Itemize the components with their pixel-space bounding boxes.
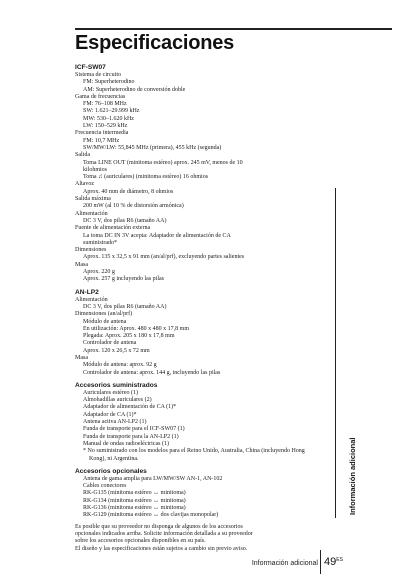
spec-label: Salida máxima <box>75 196 111 203</box>
spec-value: Funda de transporte para el ICF-SW07 (1) <box>83 426 185 433</box>
spec-value: 200 mW (al 10 % de distorsión armónica) <box>83 203 184 210</box>
side-tab-rule <box>335 188 336 518</box>
side-tab-label: Información adicional <box>348 437 357 515</box>
spec-value: Aprox. 120 x 26,5 x 72 mm <box>83 347 150 354</box>
spec-value: FM: 76–108 MHz <box>83 101 127 108</box>
footer-divider <box>320 550 321 574</box>
spec-value: Funda de transporte para la AN-LP2 (1) <box>83 433 179 440</box>
title-rule <box>75 28 392 30</box>
spec-value: FM: Superheterodino <box>83 79 135 86</box>
spec-content <box>75 64 320 520</box>
spec-value: FM: 10,7 MHz <box>83 137 120 144</box>
spec-value: RK-G129 (minitoma estéreo ↔ dos clavijas monopolar) <box>83 512 219 519</box>
spec-value: MW: 530–1.620 kHz <box>83 115 134 122</box>
page-number <box>324 556 343 568</box>
spec-value: Módulo de antena <box>83 318 127 325</box>
spec-value: Controlador de antena <box>83 340 137 347</box>
spec-label: Dimensiones <box>75 247 107 254</box>
spec-value: Plegada: Aprox. 205 x 180 x 17,8 mm <box>83 333 175 340</box>
spec-value: Toma LINE OUT (minitoma estéreo) aprox. 245 mV, menos de 10 <box>83 159 243 166</box>
spec-value: En utilización: Aprox. 480 x 480 x 17,8 mm <box>83 325 189 332</box>
spec-value: suministrado* <box>83 239 117 246</box>
page-number-suffix: ES <box>336 557 343 563</box>
spec-value: DC 3 V, dos pilas R6 (tamaño AA) <box>83 303 167 310</box>
spec-value: RK-G135 (minitoma estéreo ↔ minitoma) <box>83 490 186 497</box>
section-heading: Accesorios opcionales <box>75 467 147 475</box>
spec-value: SW/MW/LW: 55,845 MHz (primera), 455 kHz (segunda) <box>83 144 222 151</box>
spec-value: SW: 1.621–29.999 kHz <box>83 108 140 115</box>
spec-value: DC 3 V, dos pilas R6 (tamaño AA) <box>83 217 167 224</box>
spec-value: RK-G136 (minitoma estéreo ↔ minitoma) <box>83 505 186 512</box>
closing-line: opcionales indicados arriba. Solicite información detallada a su proveedor <box>75 530 253 537</box>
spec-label: Masa <box>75 261 88 268</box>
page-title: Especificaciones <box>75 32 235 54</box>
page-number-value: 49 <box>324 556 337 568</box>
spec-value: LW: 150–529 kHz <box>83 123 128 130</box>
spec-value: La toma DC IN 3V acepta: Adaptador de alimentación de CA <box>83 232 231 239</box>
closing-line: sobre los accesorios opcionales disponibles en su país. <box>75 538 206 545</box>
spec-value: Adaptador de CA (1)* <box>83 411 137 418</box>
spec-value: Antena activa AN-LP2 (1) <box>83 419 147 426</box>
spec-value: AM: Superheterodino de conversión doble <box>83 86 186 93</box>
spec-section <box>75 468 320 520</box>
spec-section <box>75 289 320 377</box>
spec-value: Toma ♫ (auriculares) (minitoma estéreo) 16 ohmios <box>83 174 209 181</box>
spec-value: Aprox. 257 g incluyendo las pilas <box>83 276 164 283</box>
closing-notes <box>75 524 325 553</box>
spec-section <box>75 382 320 463</box>
spec-value: Aprox. 40 mm de diámetro, 8 ohmios <box>83 188 174 195</box>
spec-value: Manual de ondas radioeléctricas (1) <box>83 440 169 447</box>
spec-value: Adaptador de alimentación de CA (1)* <box>83 404 177 411</box>
spec-value: Controlador de antena: aprox. 144 g, incluyendo las pilas <box>83 369 221 376</box>
spec-label: Fuente de alimentación externa <box>75 225 151 232</box>
section-heading: Accesorios suministrados <box>75 381 158 389</box>
spec-label: Dimensiones (an/al/prf) <box>75 311 133 318</box>
section-heading: ICF-SW07 <box>75 64 106 71</box>
spec-value: Aprox. 220 g <box>83 269 115 276</box>
spec-label: Gama de frecuencias <box>75 93 126 100</box>
spec-value: Cables conectores <box>83 483 127 490</box>
spec-value: Módulo de antena: aprox. 92 g <box>83 362 157 369</box>
spec-value: RK-G134 (minitoma estéreo ↔ minitoma) <box>83 497 186 504</box>
spec-label: Masa <box>75 354 88 361</box>
footnote: * No suministrado con los modelos para el Reino Unido, Australia, China (incluyendo Hong Kong), ni Argentina. <box>83 448 305 462</box>
footer-label: Información adicional <box>251 560 318 567</box>
spec-value: Antena de gama amplia para LW/MW/SW AN-1, AN-102 <box>83 475 223 482</box>
spec-value: Auriculares estéreo (1) <box>83 389 138 396</box>
section-heading: AN-LP2 <box>75 288 99 296</box>
spec-label: Frecuencia intermedia <box>75 130 129 137</box>
side-tab <box>330 180 390 540</box>
closing-line: El diseño y las especificaciones están sujetos a cambio sin previo aviso. <box>75 545 248 552</box>
spec-value: Aprox. 135 x 32,5 x 91 mm (an/al/prf), excluyendo partes salientes <box>83 254 245 261</box>
spec-label: Sistema de circuito <box>75 72 121 78</box>
spec-label: Salida <box>75 152 90 159</box>
spec-section <box>75 64 320 284</box>
spec-label: Altavoz <box>75 181 94 188</box>
closing-line: Es posible que su proveedor no disponga de algunos de los accesorios <box>75 523 243 530</box>
spec-value: kilohmios <box>83 166 108 173</box>
spec-label: Alimentación <box>75 296 108 303</box>
spec-label: Alimentación <box>75 210 108 217</box>
spec-value: Almohadillas auriculares (2) <box>83 397 152 404</box>
